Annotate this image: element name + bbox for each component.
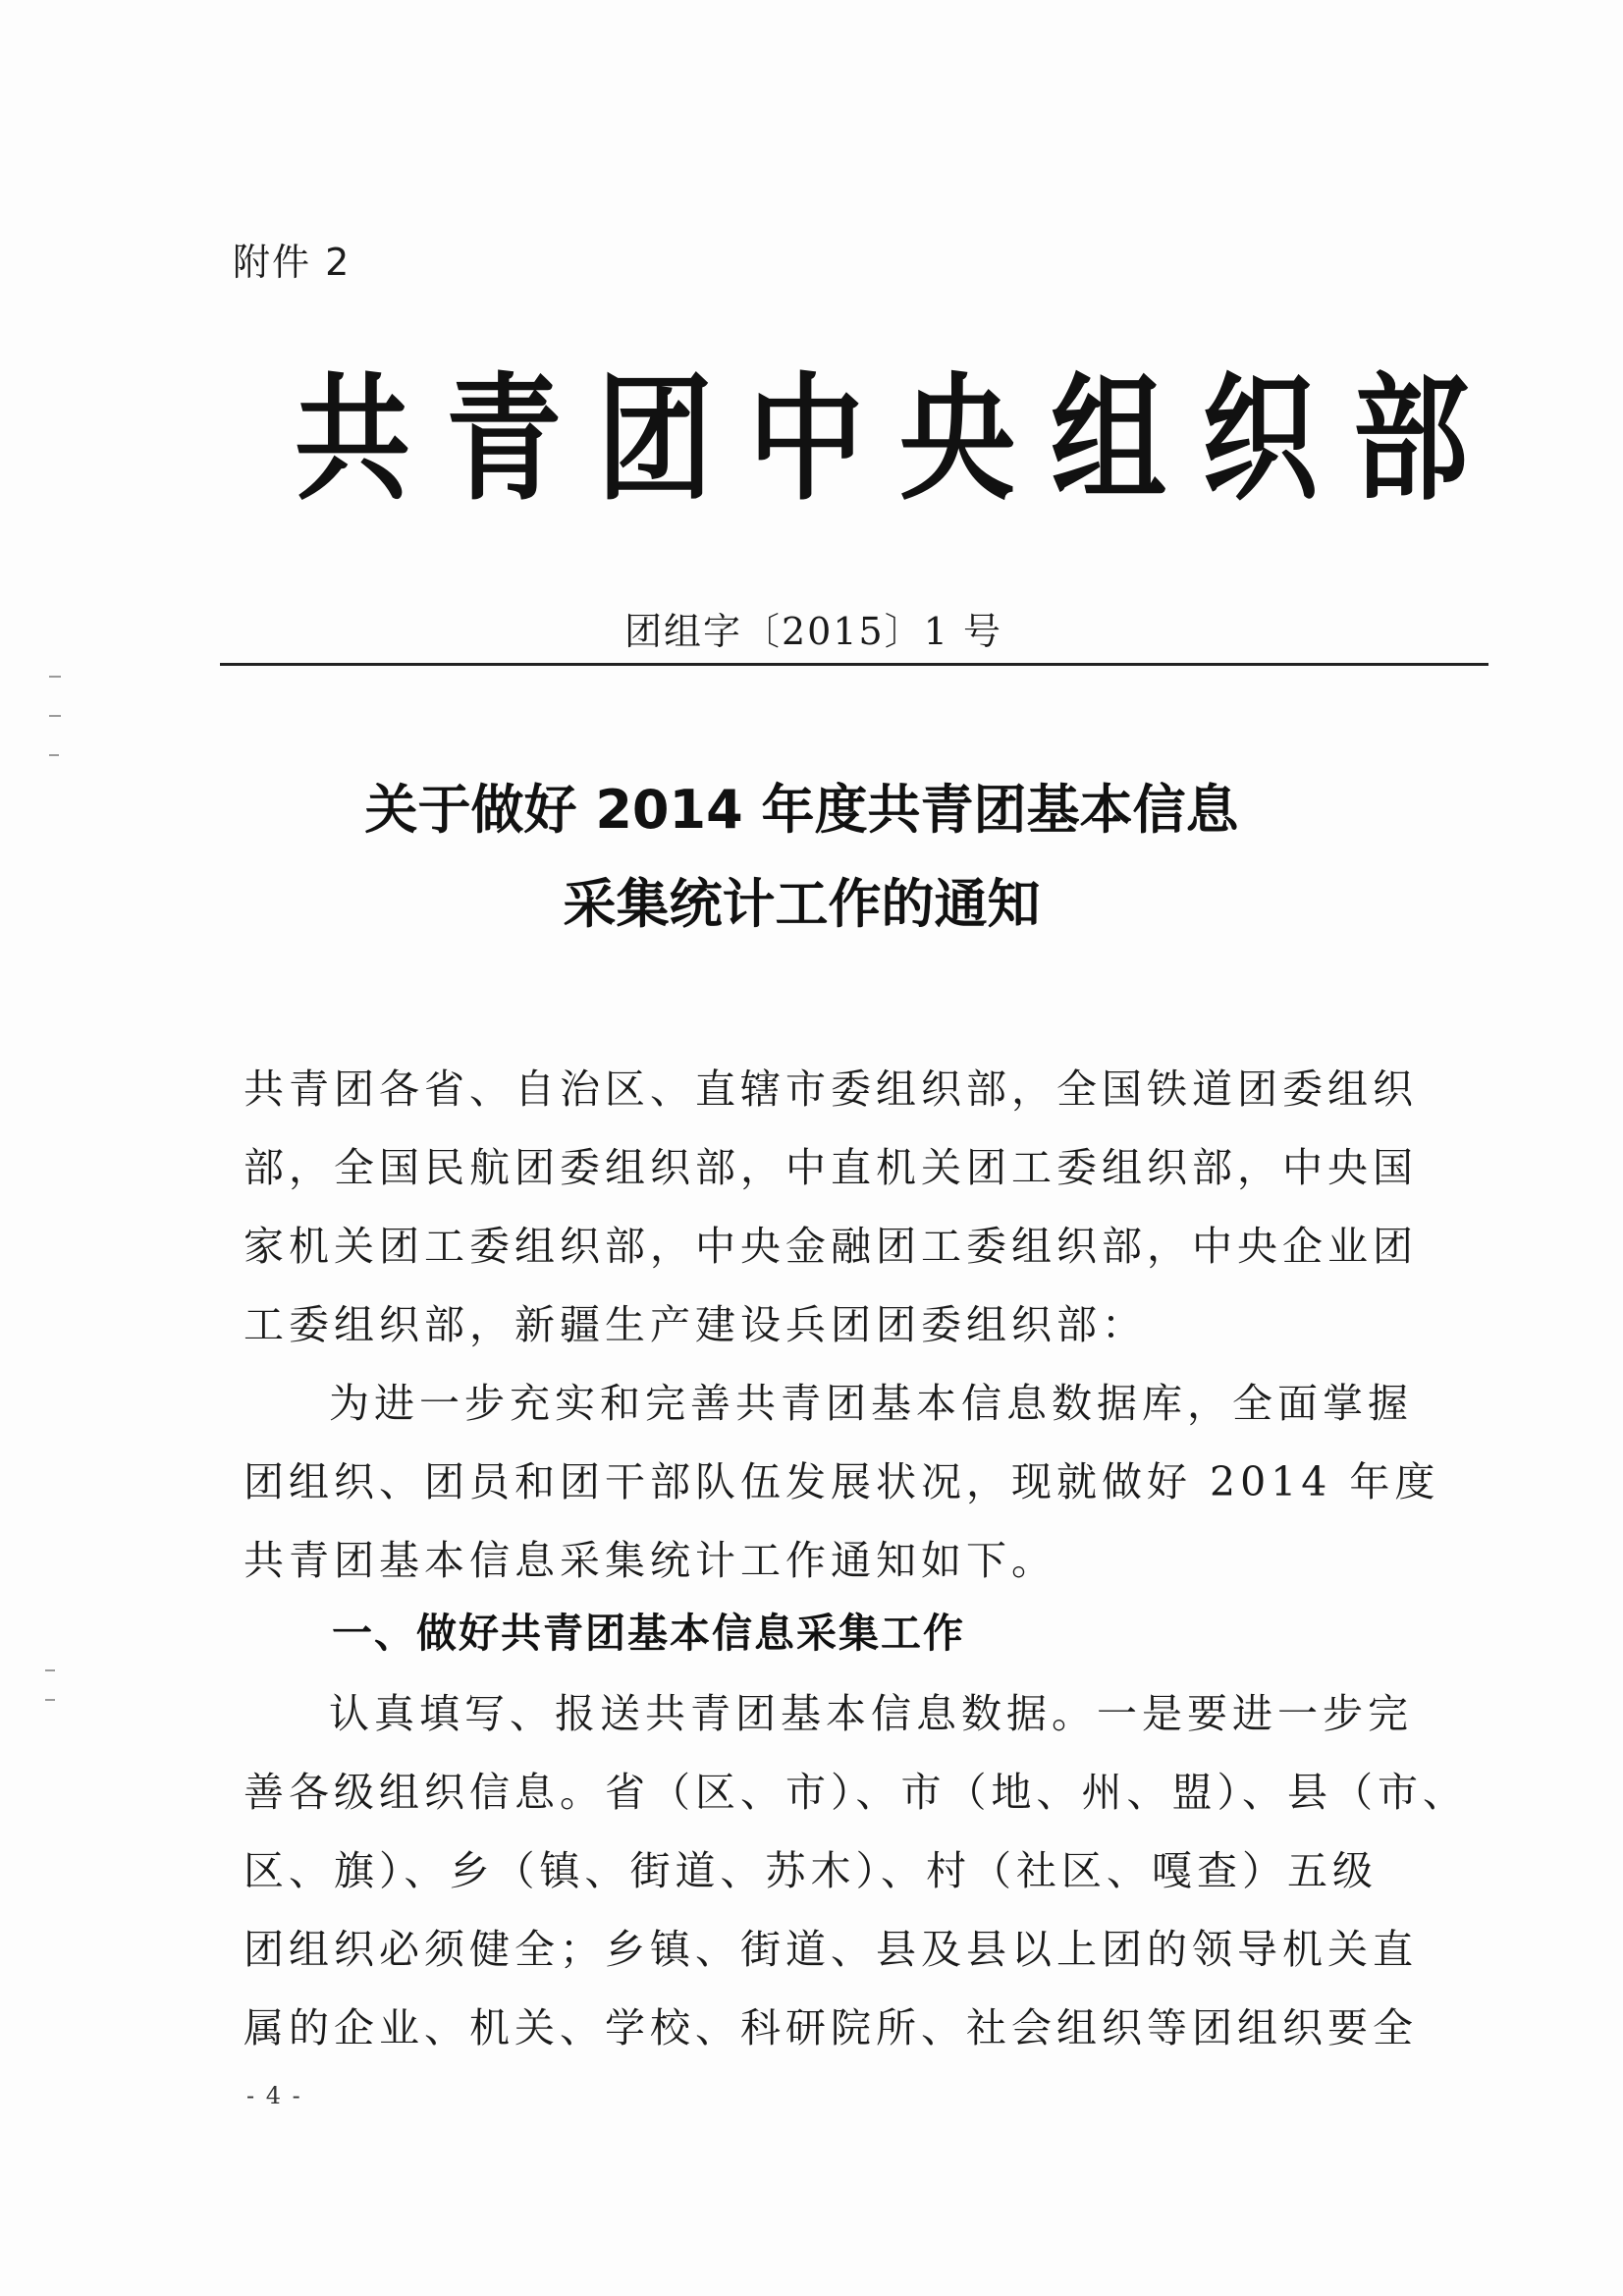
scan-mark — [45, 1669, 55, 1671]
scan-mark — [45, 1699, 55, 1701]
scan-mark — [49, 754, 59, 756]
addressee-line: 工委组织部，新疆生产建设兵团团委组织部： — [243, 1301, 1147, 1348]
document-title-line: 关于做好 2014 年度共青团基本信息 — [364, 779, 1239, 841]
addressee-line: 家机关团工委组织部，中央金融团工委组织部，中央企业团 — [243, 1223, 1418, 1270]
section-paragraph-line: 认真填写、报送共青团基本信息数据。一是要进一步完 — [329, 1690, 1413, 1737]
addressee-line: 部，全国民航团委组织部，中直机关团工委组织部，中央国 — [243, 1144, 1418, 1191]
document-title-line: 采集统计工作的通知 — [563, 873, 1041, 935]
section-paragraph-line: 团组织必须健全；乡镇、街道、县及县以上团的领导机关直 — [243, 1926, 1418, 1973]
paragraph-line: 为进一步充实和完善共青团基本信息数据库，全面掌握 — [329, 1380, 1413, 1427]
scan-mark — [49, 676, 61, 678]
header-divider — [220, 663, 1488, 666]
section-heading: 一、做好共青团基本信息采集工作 — [332, 1610, 965, 1657]
section-paragraph-line: 属的企业、机关、学校、科研院所、社会组织等团组织要全 — [243, 2004, 1418, 2051]
issuer-header: 共青团中央组织部 — [295, 358, 1505, 519]
document-number: 团组字〔2015〕1 号 — [624, 610, 1002, 653]
section-paragraph-line: 善各级组织信息。省（区、市）、市（地、州、盟）、县（市、 — [243, 1769, 1468, 1816]
page-number: - 4 - — [246, 2082, 302, 2109]
section-paragraph-line: 区、旗）、乡（镇、街道、苏木）、村（社区、嘎查）五级 — [243, 1847, 1378, 1894]
paragraph-line: 团组织、团员和团干部队伍发展状况，现就做好 2014 年度 — [243, 1458, 1440, 1505]
scan-mark — [49, 715, 61, 717]
paragraph-line: 共青团基本信息采集统计工作通知如下。 — [243, 1537, 1056, 1584]
addressee-line: 共青团各省、自治区、直辖市委组织部，全国铁道团委组织 — [243, 1066, 1418, 1113]
attachment-label: 附件 2 — [233, 241, 352, 284]
